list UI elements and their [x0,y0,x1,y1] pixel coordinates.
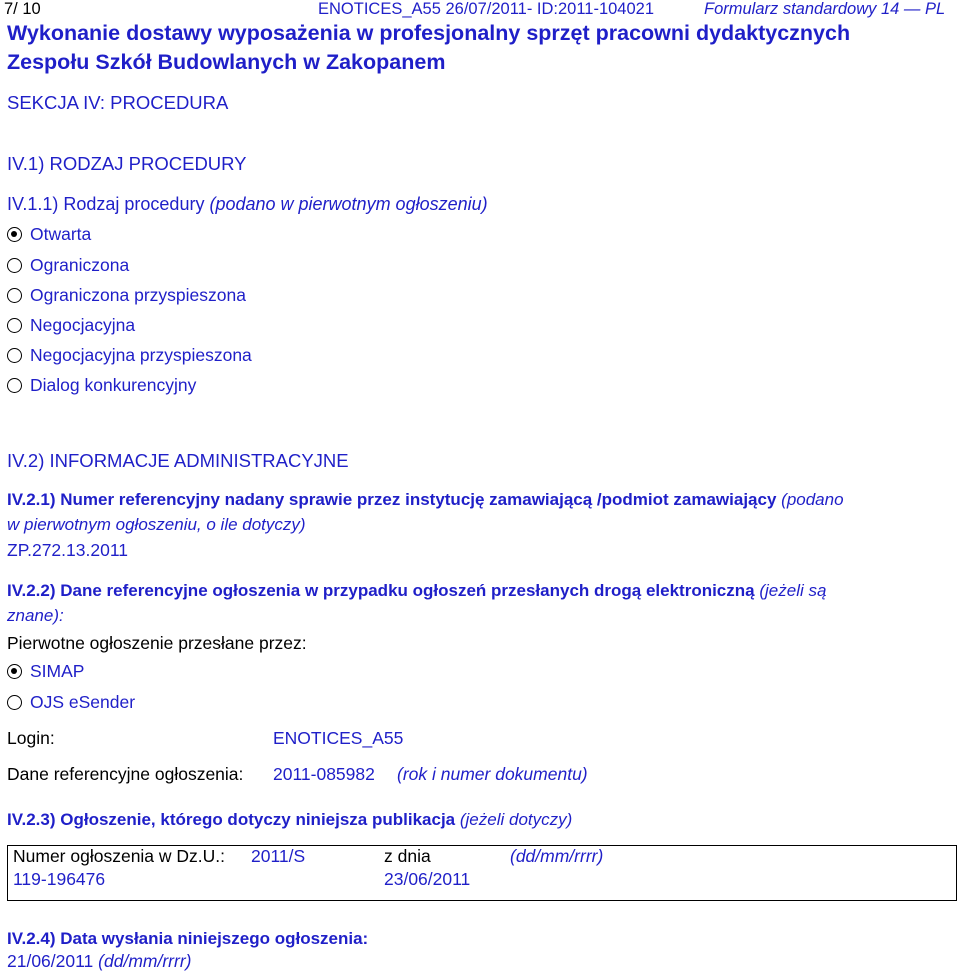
iv22-question [7,581,826,601]
ref-data-value: 2011-085982 [273,764,375,784]
ref-data-label: Dane referencyjne ogłoszenia: [7,764,244,784]
radio-empty-icon[interactable] [7,318,22,333]
iv23-note: (jeżeli dotyczy) [459,810,573,829]
procedure-option-otwarta[interactable] [7,224,91,245]
form-name: Formularz standardowy 14 — PL [704,0,946,18]
option-label: SIMAP [30,661,85,681]
sent-option-ojs[interactable] [7,692,135,713]
sent-option-simap[interactable] [7,661,84,682]
radio-empty-icon[interactable] [7,348,22,363]
title-line-1: Wykonanie dostawy wyposażenia w profesjonalny sprzęt pracowni dydaktycznych [7,21,851,45]
iv22-note-b: znane): [7,606,64,625]
procedure-option-dialog[interactable] [7,375,196,396]
iv21-label: IV.2.1) Numer referencyjny nadany sprawie przez instytucję zamawiającą /podmiot zamawiający [7,490,777,509]
login-label: Login: [7,728,55,748]
iv22-note-a: (jeżeli są [759,581,827,600]
option-label: Negocjacyjna przyspieszona [30,345,252,365]
notice-number-label: Numer ogłoszenia w Dz.U.: [13,846,226,866]
iv21-note-b: w pierwotnym ogłoszeniu, o ile dotyczy) [7,515,306,534]
title-line-2: Zespołu Szkół Budowlanych w Zakopanem [7,50,446,74]
iv11-label: IV.1.1) Rodzaj procedury [7,194,205,214]
date-format: (dd/mm/rrrr) [510,846,604,866]
radio-empty-icon[interactable] [7,288,22,303]
notice-number-part2: 119-196476 [13,869,106,889]
iv23-label: IV.2.3) Ogłoszenie, którego dotyczy niniejsza publikacja [7,810,456,829]
iv23-question [7,810,572,830]
sent-by-label: Pierwotne ogłoszenie przesłane przez: [7,633,307,653]
login-value: ENOTICES_A55 [273,728,404,748]
iv11-note: (podano w pierwotnym ogłoszeniu) [209,194,488,214]
iv22-label: IV.2.2) Dane referencyjne ogłoszenia w przypadku ogłoszeń przesłanych drogą elektroniczną [7,581,755,600]
send-date: 21/06/2011 [7,951,94,971]
iv1-heading: IV.1) RODZAJ PROCEDURY [7,153,247,174]
procedure-option-negocjacyjna[interactable] [7,315,135,336]
procedure-option-ograniczona-przyspieszona[interactable] [7,285,246,306]
option-label: Ograniczona przyspieszona [30,285,246,305]
date-value: 23/06/2011 [384,869,471,889]
iv21-question [7,490,844,510]
page-number: 7/ 10 [4,0,41,18]
reference-number: ZP.272.13.2011 [7,540,128,560]
option-label: Negocjacyjna [30,315,136,335]
radio-selected-icon[interactable] [7,664,22,679]
radio-selected-icon[interactable] [7,227,22,242]
radio-empty-icon[interactable] [7,378,22,393]
send-date-format: (dd/mm/rrrr) [98,951,192,971]
iv2-heading: IV.2) INFORMACJE ADMINISTRACYJNE [7,450,349,471]
procedure-option-negocjacyjna-przyspieszona[interactable] [7,345,252,366]
radio-empty-icon[interactable] [7,258,22,273]
iv21-note-a: (podano [781,490,844,509]
send-date-line [7,951,191,972]
ref-data-note: (rok i numer dokumentu) [397,764,588,784]
option-label: Otwarta [30,224,92,244]
section-heading: SEKCJA IV: PROCEDURA [7,92,229,113]
date-label: z dnia [384,846,431,866]
procedure-option-ograniczona[interactable] [7,255,129,276]
option-label: Dialog konkurencyjny [30,375,197,395]
notice-number-part1: 2011/S [251,846,306,866]
iv11-question [7,194,488,215]
iv24-label: IV.2.4) Data wysłania niniejszego ogłoszenia: [7,929,369,948]
notice-id: ENOTICES_A55 26/07/2011- ID:2011-104021 [318,0,655,18]
option-label: OJS eSender [30,692,136,712]
option-label: Ograniczona [30,255,130,275]
radio-empty-icon[interactable] [7,695,22,710]
